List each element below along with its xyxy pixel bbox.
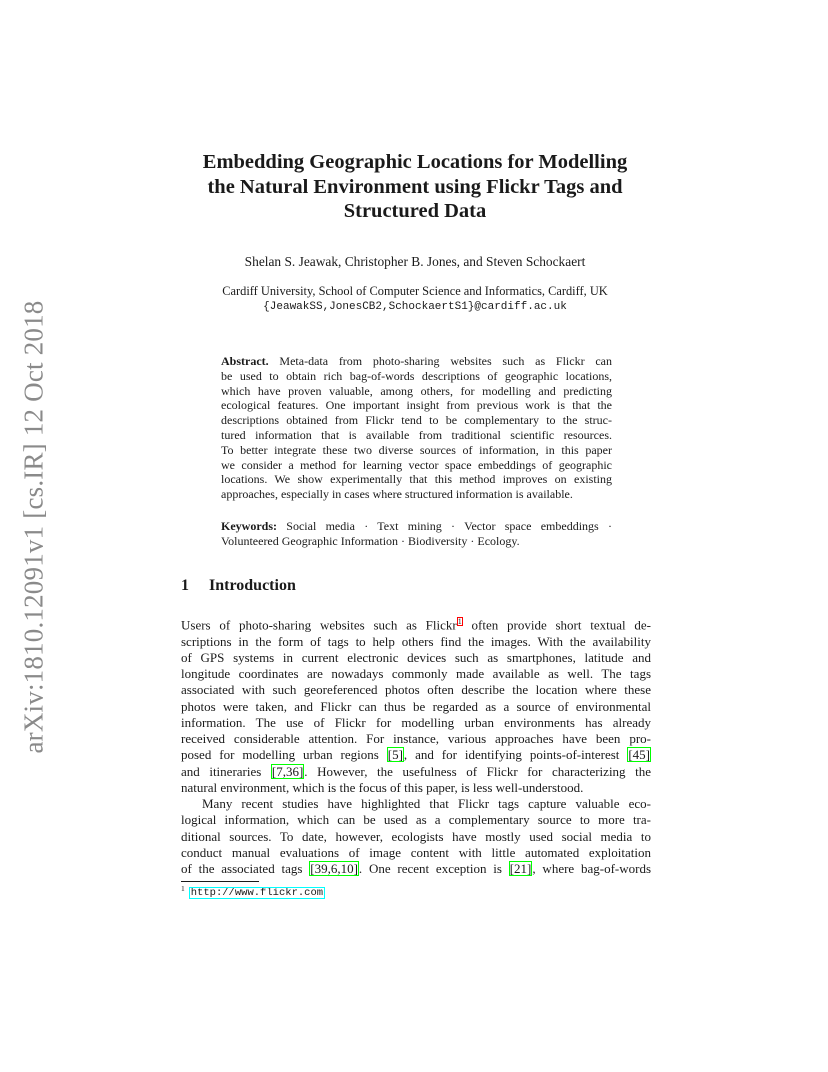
- section-title: Introduction: [209, 577, 296, 594]
- keywords-line: Keywords: Social media · Text mining · Vector space embeddings ·: [221, 519, 612, 533]
- footnote-number: 1: [181, 884, 185, 893]
- body-line: natural environment, which is the focus of this paper, is less well-understood.: [181, 779, 584, 795]
- abstract-line: Abstract. Meta-data from photo-sharing websites such as Flickr can: [221, 354, 612, 368]
- body-line: received considerable attention. For instance, various approaches have been pro-: [181, 731, 651, 747]
- abstract-line: To better integrate these two diverse sources of information, in this paper: [221, 442, 612, 457]
- body-line: Many recent studies have highlighted that Flickr tags capture valuable eco-: [202, 796, 651, 812]
- body-line: Users of photo-sharing websites such as Flickr$^1$ often provide short textual de-: [181, 617, 651, 633]
- title-line: Embedding Geographic Locations for Modelling: [202, 151, 628, 173]
- arxiv-identifier-stamp: arXiv:1810.12091v1 [cs.IR] 12 Oct 2018: [18, 300, 49, 754]
- body-line: conduct manual evaluations of image content with little automated exploitation: [181, 844, 651, 860]
- citation-link[interactable]: [7,36]: [271, 763, 304, 779]
- footnote-url-link[interactable]: http://www.flickr.com: [190, 887, 324, 900]
- citation-link[interactable]: [39,6,10]: [310, 861, 358, 877]
- abstract-line: which have proven valuable, among others, for modelling and predicting: [221, 383, 612, 398]
- body-line: ditional sources. To date, however, ecologists have mostly used social media to: [181, 828, 651, 844]
- body-line: posed for modelling urban regions [5], and for identifying points-of-interest [45]: [181, 747, 650, 763]
- affiliation-block: [150, 283, 680, 315]
- author-list: Shelan S. Jeawak, Christopher B. Jones, and Steven Schockaert: [244, 254, 586, 269]
- body-line: and itineraries [7,36]. However, the usefulness of Flickr for characterizing the: [181, 763, 651, 779]
- citation-link[interactable]: [5]: [387, 747, 403, 763]
- body-line: of GPS systems in current electronic devices such as smartphones, latitude and: [181, 649, 651, 665]
- abstract-label: Abstract.: [221, 354, 269, 368]
- body-line: information. The use of Flickr for modelling urban environments has already: [181, 714, 651, 730]
- citation-link[interactable]: [45]: [628, 747, 650, 763]
- affiliation: Cardiff University, School of Computer Science and Informatics, Cardiff, UK: [222, 284, 608, 298]
- paper-title: [150, 150, 680, 224]
- abstract-line: locations. We show experimentally that this method improves on existing: [221, 472, 612, 487]
- footnote: [181, 884, 325, 899]
- body-line: of the associated tags [39,6,10]. One recent exception is [21], where bag-of-words: [181, 861, 652, 877]
- abstract-line: approaches, especially in cases where structured information is available.: [221, 487, 573, 502]
- body-line: longitude coordinates are nowadays commonly made available as well. The tags: [181, 666, 651, 682]
- title-line: the Natural Environment using Flickr Tags and: [207, 175, 623, 198]
- footnote-link-1[interactable]: 1: [457, 617, 462, 626]
- body-line: photos were taken, and Flickr can thus be regarded as a source of environmental: [181, 698, 651, 714]
- abstract-line: tured information that is available from traditional scientific resources.: [221, 427, 612, 442]
- abstract: [221, 354, 612, 502]
- abstract-line: be used to obtain rich bag-of-words descriptions of geographic locations,: [221, 368, 612, 383]
- body-line: logical information, which can be used as a complementary source to more tra-: [181, 812, 651, 828]
- section-heading-introduction: [181, 577, 296, 595]
- abstract-line: ecological features. One important insight from previous work is that the: [221, 398, 612, 413]
- introduction-body: [181, 614, 651, 877]
- author-emails: {JeawakSS,JonesCB2,SchockaertS1}@cardiff.ac.uk: [263, 301, 567, 313]
- keywords-label: Keywords:: [221, 519, 277, 533]
- body-line: scriptions in the form of tags to help others find the images. With the availability: [181, 633, 651, 649]
- body-line: associated with such georeferenced photos often describe the location where these: [181, 682, 651, 698]
- footnote-divider: [181, 881, 259, 882]
- abstract-line: descriptions obtained from Flickr tend to be complementary to the struc-: [221, 413, 612, 428]
- abstract-line: we consider a method for learning vector space embeddings of geographic: [221, 457, 612, 472]
- keywords: [221, 519, 612, 549]
- section-number: 1: [181, 577, 189, 594]
- keywords-line: Volunteered Geographic Information · Biodiversity · Ecology.: [221, 534, 520, 548]
- title-line: Structured Data: [343, 200, 487, 222]
- citation-link[interactable]: [21]: [509, 861, 532, 877]
